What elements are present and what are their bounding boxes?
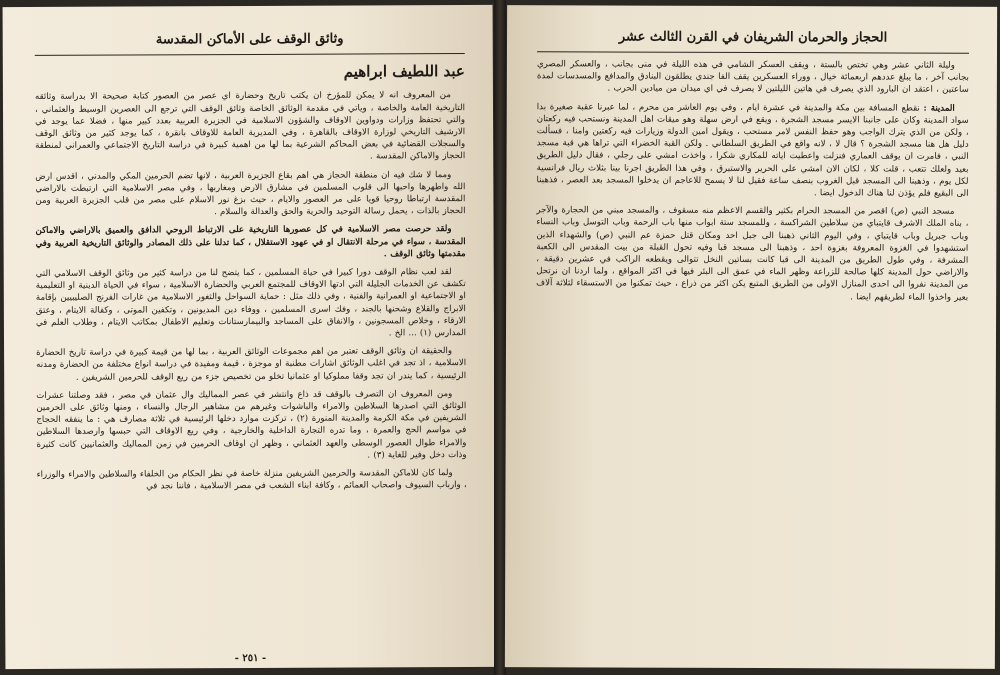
left-paragraph-2: ومما لا شك فيه ان منطقة الحجاز هي اهم بقاع الجزيرة العربية ، لانها تضم الحرمين المكي والمدني ، اقدس ارض الله واطهرها واحبها الى قلوب المسلمين في مشارق الارض ومغاربها ، وفي مصر الاسلامية التي ارتبطت بالاراضي المقدسة ارتباطا روحيا قويا على مر العصور والايام ، حيث بزغ نور الاسلام على مصر من قلب الجزيرة العربية ومن الحجاز بالذات ، يحمل رسالة التوحيد والحرية والحق والعدالة والسلام . [35, 169, 466, 218]
right-paragraph-3 [536, 204, 968, 303]
left-paragraph-3: ولقد حرصت مصر الاسلامية في كل عصورها التاريخية على الارتباط الروحي الدافق والعميق بالاراضي والاماكن المقدسة ، سواء في مرحلة الانتقال او في عهود الاستقلال ، كما تدلنا على ذلك المصادر والوثائق التاريخية العربية وفي مقدمتها وثائق الوقف . [35, 224, 466, 260]
left-running-head: وثائق الوقف على الأماكن المقدسة [35, 31, 465, 56]
left-paragraph-6: ومن المعروف ان التصرف بالوقف قد ذاع وانتشر في عصر المماليك وال عثمان في مصر ، فقد وصلتنا عشرات الوثائق التي اصدرها السلاطين والامراء والباشوات وغيرهم من مشاهير الرجال والنساء ، ومنها وثائق على الحرمين الشريفين في مكة الكرمة والمدينة المنورة (٢) ، تركزت موارد دخلها الرئيسية في ثلاثة مصارف هي : ما ينفقه الحجاج في مواسم الحج والعمرة ، وما تدره التجارة الداخلية والخارجية ، وفي ريع الاوقاف التي حبسها وارصدها السلاطين والامراء طوال العصور الوسطى والعهد العثماني ، وظهر ان اوقاف الحرمين في زمن المماليك والعثمانيين كانت كثيرة وذات دخل وفير للغاية (٣) . [36, 388, 467, 461]
paragraph-body: وليلة الثاني عشر وهي تختص بالستة ، ويقف العسكر الشامي في هذه الليلة في منى بجانب ، والعسكر المصري بجانب آخر ، ما يبلغ عددهم اربعمائة خيال ، ووراء العسكرين يقف الفا جندي يطلقون البنادق والمدافع والمسدسات لمدة ساعتين ، اعتقد ان البارود الذي يصرف في هاتين الليلتين لا يصرف في اي ميدان من ميادين الحرب . [536, 59, 969, 96]
paragraph-body: نقطع المسافة بين مكة والمدينة في عشرة ايام ، وفي يوم العاشر من محرم ، لما عبرنا عقبة صغيرة بدا سواد المدينة وكان على جانبنا الايسر مسجد الشجرة ، ويقع في ارض سهلة وهو ميقات اهل المدينة ونستحب فيه ركعتان ، ولكن من الذي يترك الواجب وهو حفظ النفس لامر مستحب ، ويقول امين الدولة وزيارات فيه ركعتين وامنا ، فسألت دليل هل هنا مسجد الشجرة ؟ قال لا ، لانه واقع في الطريق السلطاني . ولكن القبة الخضراء التي تراها هي قبة مسجد النبي ، فامرت ان يوقف العماري فنزلت واعطيت اياته للمكاري شكرا ، واخذت امشي على رجلي ، فقال دليل الطريق بعيد ولعلك تتعب ، قلت كلا ، لكان الان امشي على الحرير والاستبرق ، وفي هذا الطريق اجرنا بينا بثلاث ريال فرانسية لكل يوم ، وذهبنا الى المسجد قبل الغروب بنصف ساعة فقيل لنا لا يسمح للاعاجم ان يدخلوا المسجد بعد العصر ، فذهبنا الى البقيع فلم يؤذن لنا هناك الدخول ايضا . [536, 101, 969, 199]
right-page [505, 5, 997, 669]
article-author: عبد اللطيف ابراهيم [343, 61, 465, 81]
left-paragraph-4: لقد لعب نظام الوقف دورا كبيرا في حياة المسلمين ، كما يتضح لنا من دراسة كثير من وثائق الوقف الاسلامي التي تكشف عن الخدمات الجليلة التي ادتها الاوقاف للمجتمع العربي والحضارة الاسلامية ، سواء في الحياة الدينية او التعليمية او الاجتماعية او العمرانية والفنية ، وفي ذلك مثل : حماية السواحل والثغور الاسلامية من غارات الفرنج الصليبيين بإقامة الابراج والقلاع وشحنها بالجند ، وفك اسرى المسلمين ، ووفاء دين المديونين ، وتكفين الموتى ، وكفالة الايتام ، وعتق الارقاء ، وخلاص المسجونين ، والانفاق على المساجد والبيمارستانات وتعليم الاطفال بمكاتب الايتام ، وطلاب العلم في المدارس (١) ... الخ . [35, 267, 467, 339]
left-page [3, 5, 496, 669]
right-paragraph-2 [536, 101, 968, 200]
paragraph-runin: المدينة : [923, 103, 955, 114]
right-paragraph-1 [537, 58, 969, 96]
left-paragraph-1: من المعروف انه لا يمكن للمؤرخ ان يكتب تاريخ وحضارة اي عصر من العصور كتابة صحيحة الا بدراسة وثائقه التاريخية العامة والخاصة ، وياتي في مقدمة الوثائق الخاصة وثائق الوقف التي ترجع الى العصرين الوسيط والعثماني ، والتي تحتفظ وزارات ودواوين الاوقاف والشؤون الاسلامية في الجزيرة العربية بعدد كبير منها ، فضلا عما يوجد في الارشيف التاريخي لوزارة الاوقاف بالقاهرة ، وفي المديرية العامة للاوقاف بانقرة ، كما يوجد كثير من وثائق الوقف والسجلات القضائية في بعض المحاكم الشرعية بما لها من اهمية كبيرة في دراسة التاريخ الاجتماعي والعمراني لمنطقة الحجاز والاماكن المقدسة . [34, 90, 466, 162]
paragraph-body: مسجد النبي (ص) اقصر من المسجد الحرام بكثير والقسم الاعظم منه مسقوف ، والمسجد مبني من الحجارة والآجر ، بناه الملك الاشرف قايتباي من سلاطين الشراكسة ، وللمسجد ستة ابواب منها باب الرحمة وباب التوسل وباب النساء وباب جبريل وباب قايتباي ، وفي اليوم الثاني ذهبنا الى جبل احد ومكان قتل حمزة عم النبي (ص) والشهداء الذين استشهدوا في الغزوة المعروفة بغزوة احد ، وذهبنا الى مسجد قبا وفيه تحول القبلة من بيت المقدس الى الكعبة المشرفة ، وفي طول الطريق من المدينة الى قبا كانت بساتين النخل تتوالى ويقطعه الراكب في عشرين دقيقة ، والاراضي حول المدينة كلها صالحة للزراعة وظهر الماء في عمق الى البئر فيها في اكثر المواقع ، ولما اردنا ان نرتحل من المدينة نفروا الى احدى المنازل الاولى من الطريق المتبع يكن اكثر من ذراع ، حيث تمكنوا من الاستسقاء لثلاثة آلاف بعير واخذوا الماء لطريقهم ايضا . [536, 205, 969, 303]
page-number: - ٢٥١ - [234, 652, 267, 665]
left-paragraph-5: والحقيقة ان وثائق الوقف تعتبر من اهم مجموعات الوثائق العربية ، بما لها من قيمة كبيرة في دراسة تاريخ الحضارة الاسلامية ، اذ تجد في اغلب الوثائق اشارات مطنبة او موجزة ، قيمة ومفيدة في دراسة انواع مختلفة من الحضارة ومدنه الرئيسية ، كما يندر ان تجد وقفا مملوكيا او عثمانيا تخلو من تخصيص جزء من ريع الوقف للحرمين الشريفين . [36, 346, 467, 383]
right-running-head: الحجاز والحرمان الشريفان في القرن الثالث عشر [537, 29, 969, 53]
left-paragraph-7: ولما كان للاماكن المقدسة والحرمين الشريفين منزلة خاصة في نظر الحكام من الخلفاء والسلاطين والامراء والوزراء ، وارباب السيوف واصحاب العمائم ، وكافة ابناء الشعب في مصر الاسلامية ، فاننا نجد في [36, 468, 467, 492]
